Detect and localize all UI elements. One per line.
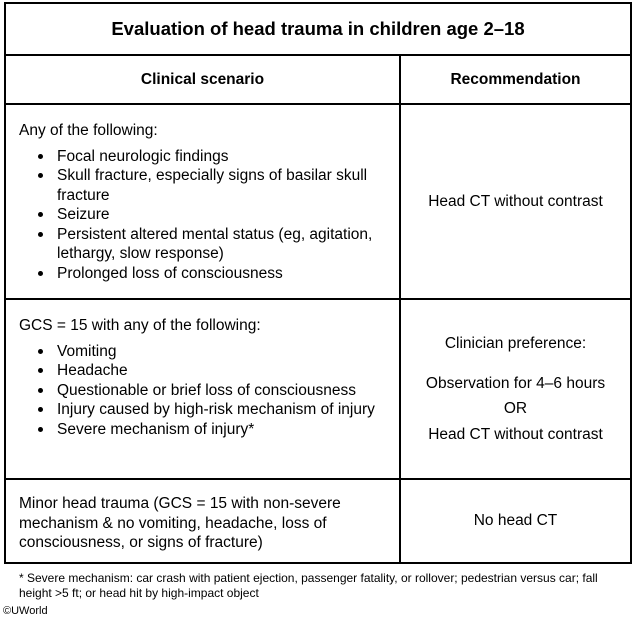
recommendation-text: Clinician preference: (444, 335, 587, 352)
recommendation-text: OR (503, 400, 528, 417)
list-item: Questionable or brief loss of consciousness (35, 381, 393, 401)
list-item: Skull fracture, especially signs of basilar skull fracture (35, 166, 393, 205)
table-row (6, 105, 630, 300)
list-item: Persistent altered mental status (eg, agitation, lethargy, slow response) (35, 225, 393, 264)
list-item: Focal neurologic findings (35, 147, 393, 167)
header-clinical-scenario: Clinical scenario (6, 56, 401, 103)
recommendation-cell (401, 105, 630, 298)
header-recommendation: Recommendation (450, 70, 581, 88)
table-title: Evaluation of head trauma in children age 2–18 (6, 4, 630, 56)
copyright: ©UWorld (3, 605, 48, 617)
list-item: Headache (35, 361, 393, 381)
scenario-cell (6, 480, 401, 562)
head-trauma-table (4, 2, 632, 564)
scenario-intro: Any of the following: (19, 122, 158, 139)
recommendation-text: Head CT without contrast (428, 425, 603, 443)
table-header-row (6, 56, 630, 105)
table-row (6, 480, 630, 562)
list-item: Injury caused by high-risk mechanism of injury (35, 400, 393, 420)
footnote: * Severe mechanism: car crash with patient ejection, passenger fatality, or rollover; pedestrian versus car; fall height >5 ft; or head hit by high-impact object (19, 571, 598, 600)
list-item: Seizure (35, 205, 393, 225)
list-item: Severe mechanism of injury* (35, 420, 393, 440)
recommendation-text: No head CT (473, 512, 558, 530)
list-item: Vomiting (35, 342, 393, 362)
recommendation-text: Head CT without contrast (428, 192, 603, 210)
recommendation-cell (401, 480, 630, 562)
scenario-bullet-list (19, 342, 393, 440)
list-item: Prolonged loss of consciousness (35, 264, 393, 284)
recommendation-cell (401, 300, 630, 478)
scenario-cell (6, 105, 401, 298)
scenario-bullet-list (19, 147, 393, 284)
table-row (6, 300, 630, 480)
scenario-intro: GCS = 15 with any of the following: (19, 317, 261, 334)
scenario-text: Minor head trauma (GCS = 15 with non-severe mechanism & no vomiting, headache, loss of consciousness, or signs of fracture) (19, 495, 341, 551)
recommendation-text: Observation for 4–6 hours (425, 374, 606, 392)
scenario-cell (6, 300, 401, 478)
